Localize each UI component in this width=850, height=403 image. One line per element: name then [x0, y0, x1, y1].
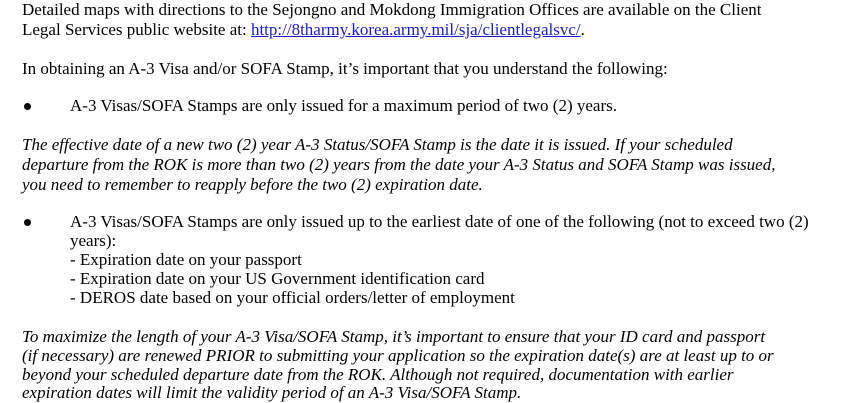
bullet-2-subitem-id-card: - Expiration date on your US Government identification card [70, 269, 485, 288]
note-2-line-1: To maximize the length of your A-3 Visa/SOFA Stamp, it’s important to ensure that your ID card and passport [22, 327, 766, 346]
lead-in-text: In obtaining an A-3 Visa and/or SOFA Stamp, it’s important that you understand the following: [22, 59, 668, 78]
bullet-2-line-2: years): [70, 231, 117, 250]
intro-line-2 [22, 20, 585, 40]
bullet-2-subitem-passport: - Expiration date on your passport [70, 250, 302, 269]
note-1-line-2: departure from the ROK is more than two (2) years from the date your A-3 Status and SOFA Stamp was issued, [22, 155, 776, 174]
bullet-dot-1 [24, 103, 31, 110]
note-2-line-3: beyond your scheduled departure date from the ROK. Although not required, documentation with earlier [22, 365, 734, 384]
intro-line-2-suffix: . [580, 20, 585, 39]
bullet-2-subitem-deros: - DEROS date based on your official orders/letter of employment [70, 288, 515, 307]
note-1-line-3: you need to remember to reapply before the two (2) expiration date. [22, 175, 483, 194]
note-2-line-2: (if necessary) are renewed PRIOR to submitting your application so the expiration date(s) are at least up to or [22, 346, 774, 365]
note-1-line-1: The effective date of a new two (2) year A-3 Status/SOFA Stamp is the date it is issued. If your scheduled [22, 135, 733, 154]
client-legal-services-link[interactable]: http://8tharmy.korea.army.mil/sja/clientlegalsvc/ [250, 20, 581, 39]
bullet-2-line-1: A-3 Visas/SOFA Stamps are only issued up to the earliest date of one of the following (not to exceed two (2) [70, 212, 809, 231]
bullet-dot-2 [24, 219, 31, 226]
intro-line-2-prefix: Legal Services public website at: [22, 20, 251, 39]
note-2-line-4: expiration dates will limit the validity period of an A-3 Visa/SOFA Stamp. [22, 383, 522, 402]
intro-line-1: Detailed maps with directions to the Sejongno and Mokdong Immigration Offices are available on the Client [22, 0, 762, 19]
bullet-1-text: A-3 Visas/SOFA Stamps are only issued for a maximum period of two (2) years. [70, 96, 617, 115]
